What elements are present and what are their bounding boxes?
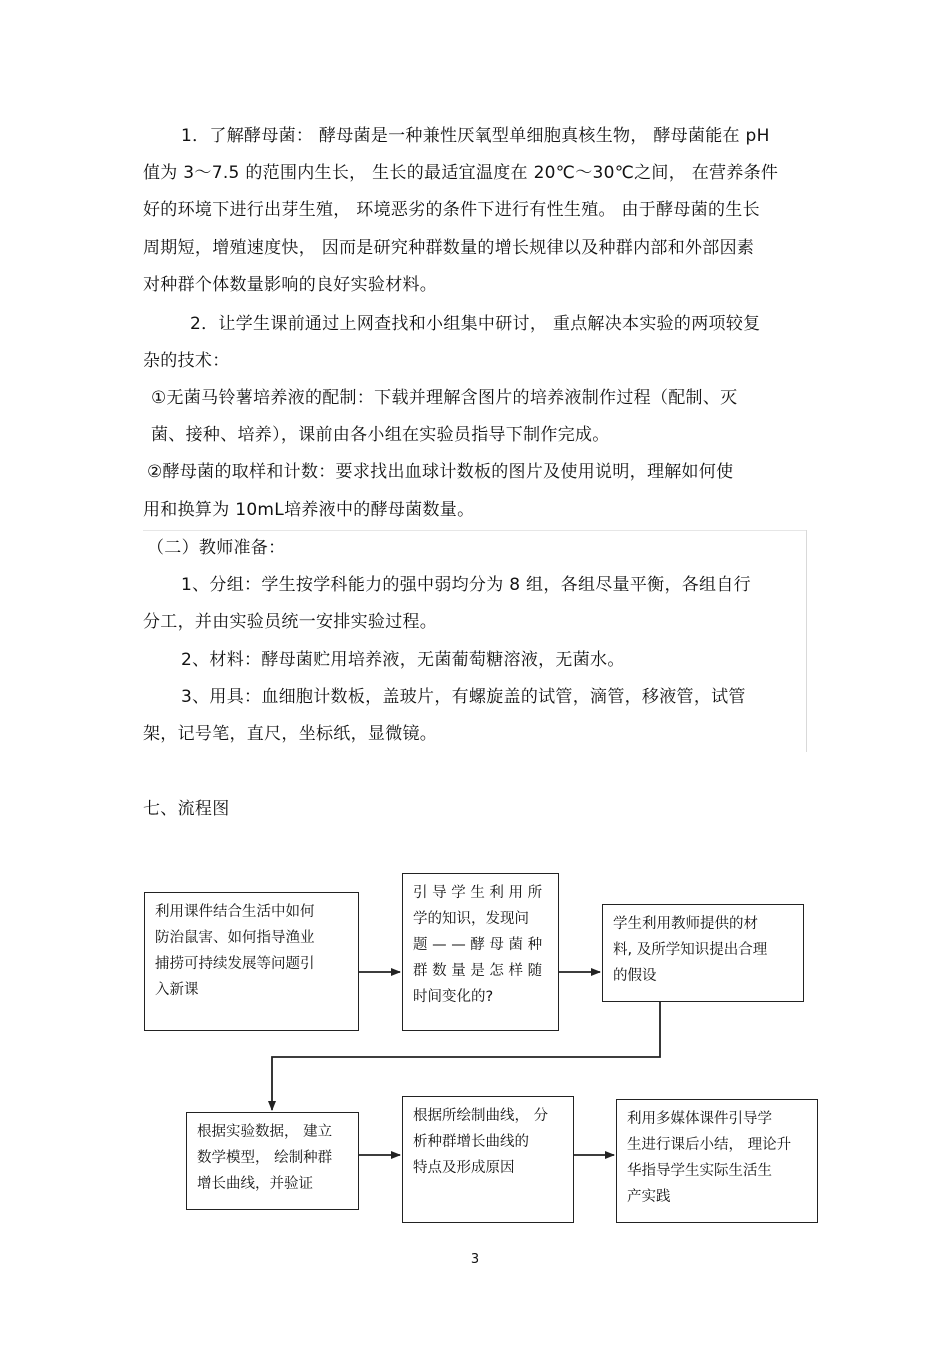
box3-line3: 的假设 — [613, 968, 657, 984]
section-title: 七、流程图 — [143, 799, 230, 819]
box4-line1: 根据实验数据， 建立 — [197, 1124, 333, 1140]
box3-line1: 学生利用教师提供的材 — [613, 916, 758, 932]
teacher-item1-line2: 分工，并由实验员统一安排实验过程。 — [143, 612, 438, 632]
box2-line5: 时间变化的? — [413, 989, 494, 1005]
box2-line4: 群 数 量 是 怎 样 随 — [413, 963, 543, 979]
box1-line1: 利用课件结合生活中如何 — [155, 904, 315, 920]
box1-line2: 防治鼠害、如何指导渔业 — [155, 930, 315, 946]
box2-line3: 题 — — 酵 母 菌 种 — [413, 937, 543, 953]
box6-line2: 生进行课后小结， 理论升 — [627, 1137, 792, 1153]
box6-line1: 利用多媒体课件引导学 — [627, 1111, 772, 1127]
box1-line4: 入新课 — [155, 982, 199, 998]
box3-line2: 料, 及所学知识提出合理 — [613, 942, 768, 958]
box5-line1: 根据所绘制曲线， 分 — [413, 1108, 549, 1124]
teacher-item3-line1: 3、用具：血细胞计数板，盖玻片，有螺旋盖的试管，滴管，移液管，试管 — [181, 687, 746, 707]
box4-line2: 数学模型， 绘制种群 — [197, 1150, 333, 1166]
para4-line2: 用和换算为 10mL培养液中的酵母菌数量。 — [143, 500, 475, 520]
box2-line2: 学的知识，发现问 — [413, 911, 529, 927]
para1-line5: 对种群个体数量影响的良好实验材料。 — [143, 275, 438, 295]
para3-line2: 菌、接种、培养），课前由各小组在实验员指导下制作完成。 — [151, 425, 610, 445]
box5-line2: 析种群增长曲线的 — [413, 1134, 529, 1150]
box1-line3: 捕捞可持续发展等问题引 — [155, 956, 315, 972]
para3-line1: ①无菌马铃薯培养液的配制：下载并理解含图片的培养液制作过程（配制、灭 — [151, 388, 738, 408]
page-number: 3 — [470, 1252, 480, 1267]
arrow-box3-to-box4 — [272, 1002, 660, 1110]
box5-line3: 特点及形成原因 — [413, 1160, 515, 1176]
para1-line3: 好的环境下进行出芽生殖， 环境恶劣的条件下进行有性生殖。 由于酵母菌的生长 — [143, 200, 760, 220]
box6-line4: 产实践 — [627, 1189, 671, 1205]
para1-line4: 周期短，增殖速度快， 因而是研究种群数量的增长规律以及种群内部和外部因素 — [143, 238, 755, 258]
para2-line1: 2．让学生课前通过上网查找和小组集中研讨， 重点解决本实验的两项较复 — [190, 314, 761, 334]
box4-line3: 增长曲线，并验证 — [197, 1176, 313, 1192]
teacher-item2: 2、材料：酵母菌贮用培养液，无菌葡萄糖溶液，无菌水。 — [181, 650, 625, 670]
para4-line1: ②酵母菌的取样和计数：要求找出血球计数板的图片及使用说明，理解如何使 — [147, 462, 734, 482]
teacher-item1-line1: 1、分组：学生按学科能力的强中弱均分为 8 组，各组尽量平衡，各组自行 — [181, 575, 751, 595]
para1-line1: 1．了解酵母菌： 酵母菌是一种兼性厌氧型单细胞真核生物， 酵母菌能在 pH — [181, 126, 770, 146]
para2-line2: 杂的技术： — [143, 351, 230, 371]
box6-line3: 华指导学生实际生活生 — [627, 1163, 772, 1179]
teacher-heading: （二）教师准备： — [147, 538, 286, 558]
teacher-item3-line2: 架，记号笔，直尺，坐标纸，显微镜。 — [143, 724, 438, 744]
para1-line2: 值为 3～7.5 的范围内生长， 生长的最适宜温度在 20℃～30℃之间， 在营养条件 — [143, 163, 779, 183]
box2-line1: 引 导 学 生 利 用 所 — [413, 885, 543, 901]
